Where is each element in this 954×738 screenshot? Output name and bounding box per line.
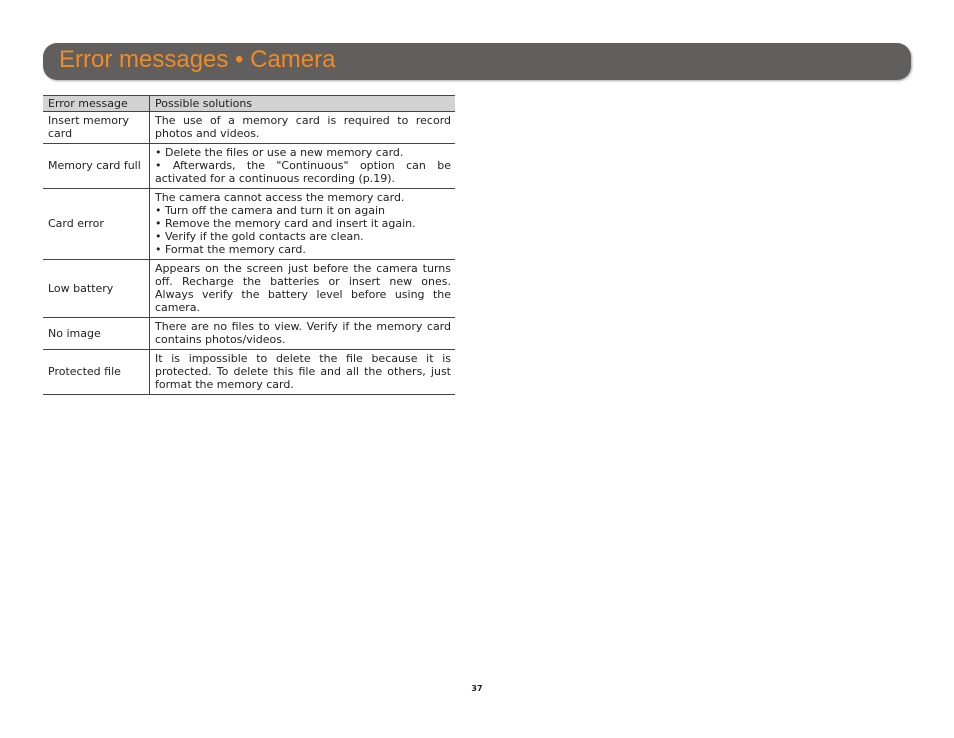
error-cell: Protected file [43,350,150,395]
table-row [43,260,455,318]
table-row [43,189,455,260]
table-header-row [43,96,455,112]
error-cell: Insert memory card [43,112,150,144]
solution-line: • Afterwards, the "Continuous" option can be activated for a continuous recording (p.19). [155,159,451,185]
solution-line: • Remove the memory card and insert it again. [155,217,416,230]
error-cell: Memory card full [43,144,150,189]
solution-cell [150,189,456,260]
table-row [43,144,455,189]
solution-line: • Delete the files or use a new memory card. [155,146,404,159]
header-possible-solutions: Possible solutions [150,96,456,112]
table-row [43,112,455,144]
solution-cell [150,112,456,144]
header-error-message: Error message [43,96,150,112]
solution-cell [150,260,456,318]
solution-line: • Format the memory card. [155,243,306,256]
page-number: 37 [471,684,483,693]
solution-line: The use of a memory card is required to record photos and videos. [155,114,451,140]
solution-cell [150,318,456,350]
error-cell: No image [43,318,150,350]
error-messages-table [43,95,455,395]
solution-cell [150,350,456,395]
table-row [43,318,455,350]
error-cell: Low battery [43,260,150,318]
title-bar [43,43,911,80]
error-cell: Card error [43,189,150,260]
solution-cell [150,144,456,189]
table-row [43,350,455,395]
page-title: Error messages • Camera [59,46,336,73]
solution-line: It is impossible to delete the file because it is protected. To delete this file and all the others, just format the memory card. [155,352,451,391]
solution-line: Appears on the screen just before the camera turns off. Recharge the batteries or insert new ones. Always verify the battery level before using the camera. [155,262,451,314]
solution-line: There are no files to view. Verify if the memory card contains photos/videos. [155,320,451,346]
solution-line: The camera cannot access the memory card. [155,191,405,204]
solution-line: • Turn off the camera and turn it on again [155,204,386,217]
solution-line: • Verify if the gold contacts are clean. [155,230,364,243]
